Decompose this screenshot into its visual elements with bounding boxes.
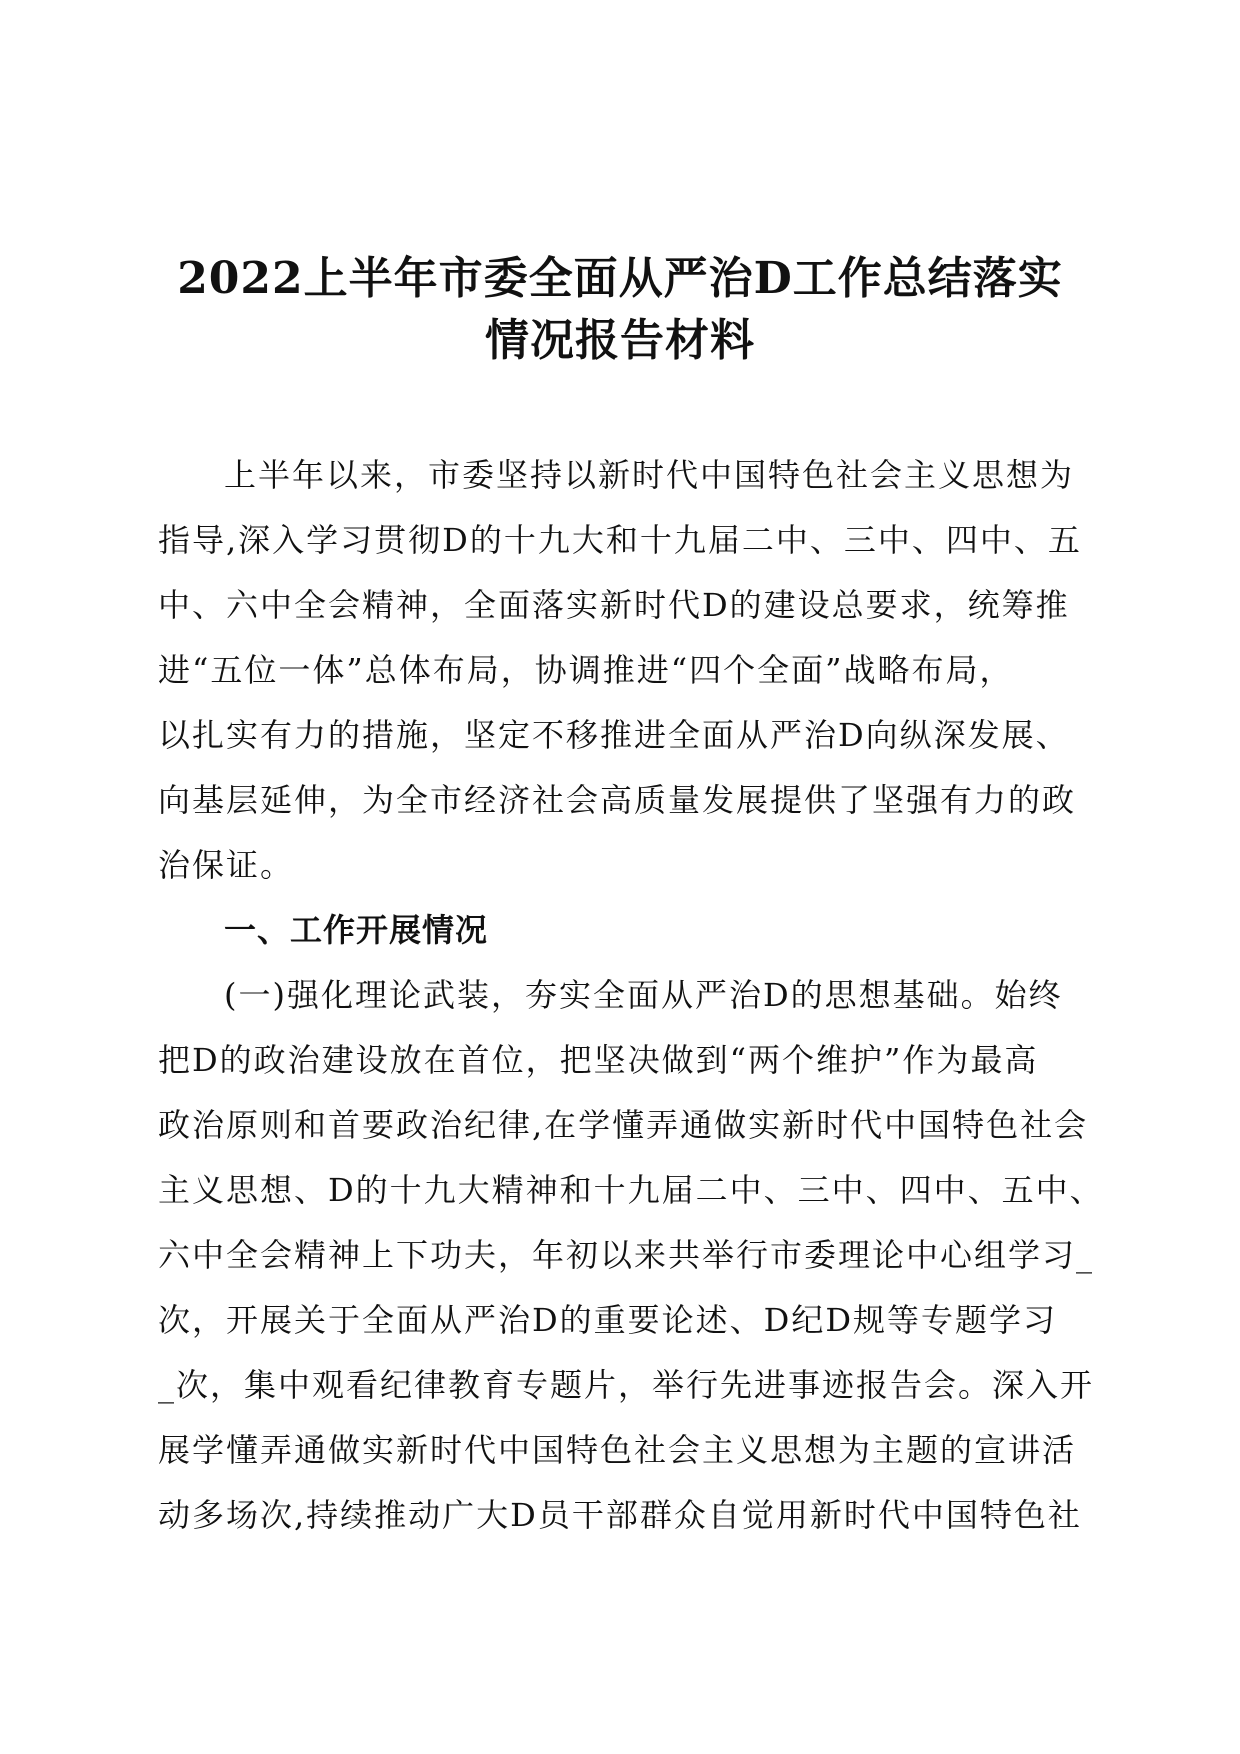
section-heading: 一、工作开展情况 [224,911,489,949]
paragraph-line: 动多场次,持续推动广大D员干部群众自觉用新时代中国特色社 [158,1496,1082,1534]
paragraph-line: 中、六中全会精神，全面落实新时代D的建设总要求，统筹推 [158,586,1070,624]
title-line-1: 2022上半年市委全面从严治D工作总结落实 [177,253,1063,304]
section-paragraph [158,963,1104,1548]
title-line-2: 情况报告材料 [485,315,755,366]
paragraph-line: _次，集中观看纪律教育专题片，举行先进事迹报告会。深入开 [158,1366,1095,1404]
paragraph-line: 次，开展关于全面从严治D的重要论述、D纪D规等专题学习 [158,1301,1057,1339]
paragraph-line: 展学懂弄通做实新时代中国特色社会主义思想为主题的宣讲活 [158,1431,1077,1469]
paragraph-line: 上半年以来，市委坚持以新时代中国特色社会主义思想为 [224,456,1075,494]
paragraph-line: 进“五位一体”总体布局，协调推进“四个全面”战略布局， [158,651,1014,689]
paragraph-line: 政治原则和首要政治纪律,在学懂弄通做实新时代中国特色社会 [158,1106,1089,1144]
paragraph-line: 六中全会精神上下功夫，年初以来共举行市委理论中心组学习_ [158,1236,1095,1274]
intro-paragraph [158,443,1088,898]
paragraph-line: (一)强化理论武装，夯实全面从严治D的思想基础。始终 [224,976,1063,1014]
document-body [158,443,1104,1548]
paragraph-line: 指导,深入学习贯彻D的十九大和十九届二中、三中、四中、五 [158,521,1082,559]
paragraph-line: 把D的政治建设放在首位，把坚决做到“两个维护”作为最高 [158,1041,1039,1079]
document-title [140,248,1100,372]
paragraph-line: 主义思想、D的十九大精神和十九届二中、三中、四中、五中、 [158,1171,1104,1209]
paragraph-line: 以扎实有力的措施，坚定不移推进全面从严治D向纵深发展、 [158,716,1070,754]
paragraph-line: 治保证。 [158,846,295,884]
paragraph-line: 向基层延伸，为全市经济社会高质量发展提供了坚强有力的政 [158,781,1077,819]
